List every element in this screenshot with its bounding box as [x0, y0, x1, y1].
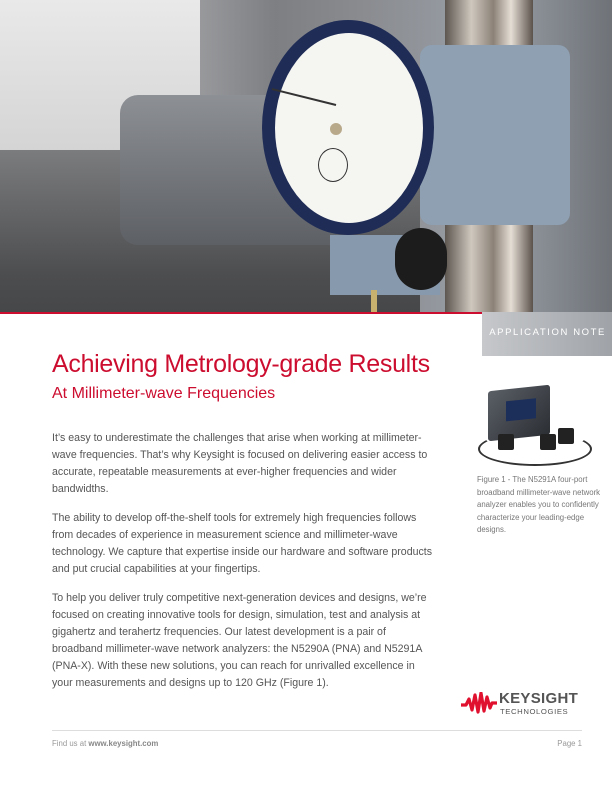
stand-clamp: [420, 45, 570, 225]
footer-url-link[interactable]: www.keysight.com: [88, 739, 159, 748]
footer-divider: [52, 730, 582, 731]
logo-wordmark: KEYSIGHT: [499, 690, 579, 707]
footer-find-us: [52, 739, 158, 748]
frequency-extender-module: [540, 434, 556, 450]
keysight-logo: [461, 688, 581, 718]
logo-tagline: TECHNOLOGIES: [500, 707, 569, 716]
page-subtitle: At Millimeter-wave Frequencies: [52, 385, 276, 402]
page-title: Achieving Metrology-grade Results: [52, 350, 430, 378]
body-paragraph: It’s easy to underestimate the challenges that arise when working at millimeter-wave frequencies. That’s why Keysight is focused on delivering easier access to accurate, repeatable measurements at ever-higher frequencies and wider bandwidths.: [52, 432, 428, 495]
dial-indicator-face: [275, 33, 423, 223]
analyzer-screen: [506, 398, 536, 421]
hero-photo: [0, 0, 612, 356]
body-paragraph: The ability to develop off-the-shelf tools for extremely high frequencies follows from decades of experience in measurement science and millimeter-wave technology. We capture that expertise inside our hardware and software products and put crucial capabilities at your fingertips.: [52, 512, 433, 575]
frequency-extender-module: [498, 434, 514, 450]
clamp-knob: [395, 228, 447, 290]
figure-image: [478, 388, 590, 474]
dial-subdial: [318, 148, 348, 182]
dial-hub: [330, 123, 342, 135]
frequency-extender-module: [558, 428, 574, 444]
document-type-badge: APPLICATION NOTE: [489, 327, 606, 338]
page-number: Page 1: [557, 739, 582, 748]
body-paragraph: To help you deliver truly competitive next-generation devices and designs, we’re focused on creating innovative tools for design, simulation, test and analysis at gigahertz and terahertz frequencies. Our latest development is a pair of broadband millimeter-wave network analyzers: the N5290A (PNA) and N5291A (PNA-X). With these new solutions, you can reach for unrivalled excellence in your measurements and designs up to 120 GHz (Figure 1).: [52, 592, 427, 689]
network-analyzer-unit: [488, 385, 550, 442]
keysight-wave-icon: [461, 692, 497, 714]
body-text: [52, 430, 437, 704]
footer-prefix: Find us at: [52, 739, 89, 748]
figure-caption: Figure 1 - The N5291A four-port broadband millimeter-wave network analyzer enables you to confidently characterize your leading-edge designs.: [477, 475, 601, 534]
